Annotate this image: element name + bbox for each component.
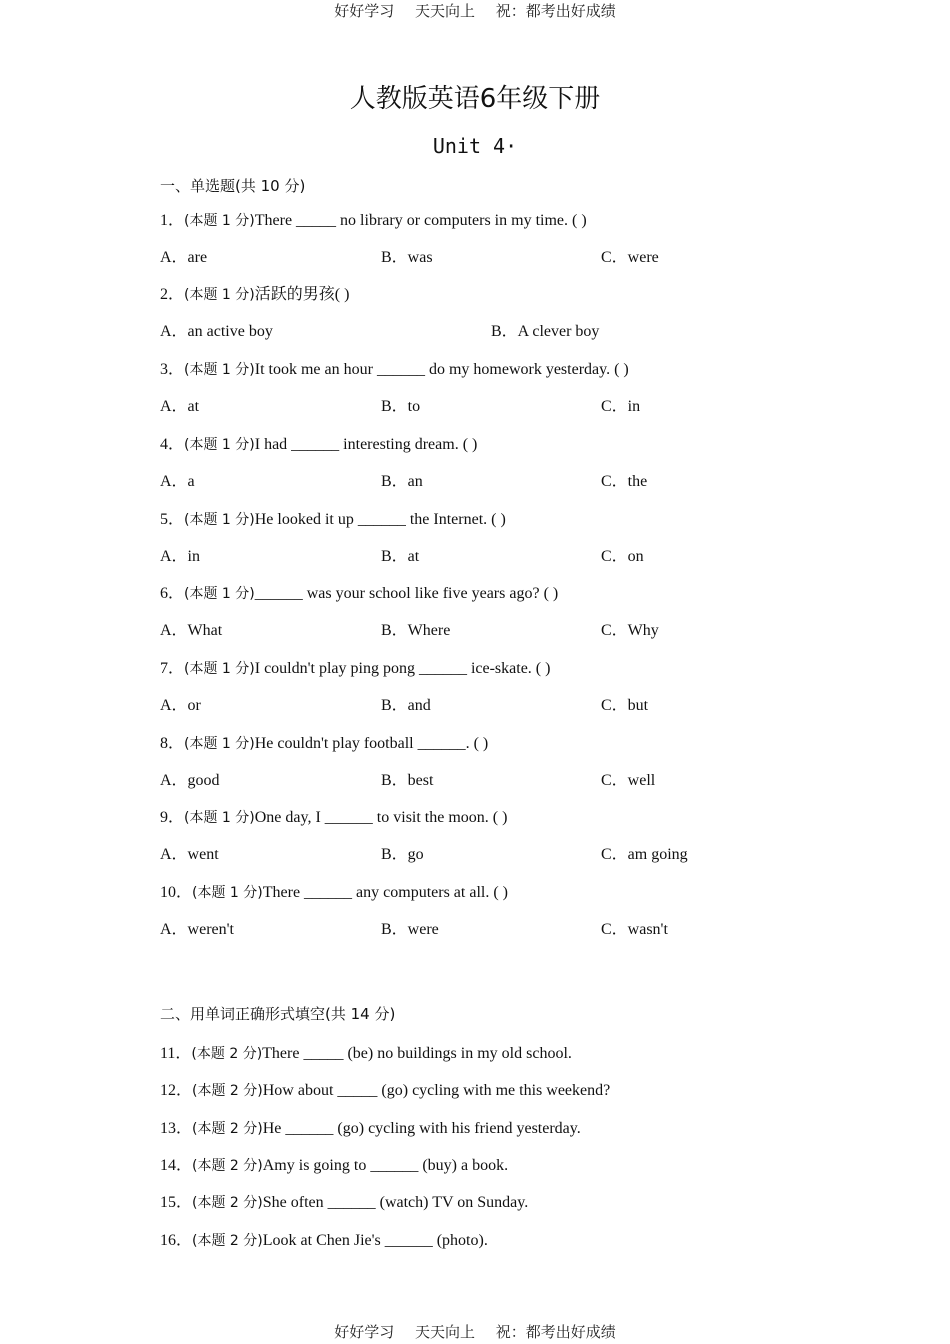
question-4 xyxy=(160,431,477,454)
page-title: 人教版英语6年级下册 xyxy=(349,84,601,114)
question-14 xyxy=(160,1152,508,1175)
header-motto-2: 天天向上 xyxy=(414,2,475,20)
question-6 xyxy=(160,580,558,603)
question-13 xyxy=(160,1115,581,1138)
question-5 xyxy=(160,506,506,529)
section-1-heading: 一、单选题(共 10 分) xyxy=(160,177,306,195)
question-3 xyxy=(160,356,629,379)
question-points: (本题 1 分) xyxy=(184,661,255,677)
question-16 xyxy=(160,1227,488,1250)
header-motto-1: 好好学习 xyxy=(334,2,395,20)
question-text: Amy is going to ______ (buy) a book. xyxy=(262,1157,509,1174)
header-motto-3: 祝：都考出好成绩 xyxy=(495,2,616,20)
option-c: C．but xyxy=(601,697,649,714)
option-a: A．at xyxy=(160,398,200,415)
option-a: A．an active boy xyxy=(160,323,273,340)
question-points: (本题 1 分) xyxy=(184,362,255,378)
question-number: 7． xyxy=(160,660,185,677)
question-number: 11． xyxy=(160,1045,192,1062)
page-header xyxy=(0,0,950,21)
question-text: She often ______ (watch) TV on Sunday. xyxy=(262,1194,529,1211)
question-points: (本题 2 分) xyxy=(192,1195,263,1211)
question-number: 16． xyxy=(160,1232,193,1249)
footer-motto-1: 好好学习 xyxy=(334,1323,395,1341)
question-points: (本题 2 分) xyxy=(192,1121,263,1137)
option-c: C．the xyxy=(601,473,648,490)
option-b: B．A clever boy xyxy=(491,323,600,340)
question-number: 5． xyxy=(160,511,185,528)
question-number: 10． xyxy=(160,884,193,901)
option-b: B．Where xyxy=(381,622,451,639)
option-a: A．weren't xyxy=(160,921,234,938)
question-number: 3． xyxy=(160,361,185,378)
option-c: C．well xyxy=(601,772,656,789)
option-b: B．at xyxy=(381,548,420,565)
question-number: 6． xyxy=(160,585,185,602)
question-text: There ______ any computers at all. ( ) xyxy=(262,884,508,901)
option-c: C．wasn't xyxy=(601,921,668,938)
question-points: (本题 1 分) xyxy=(184,586,255,602)
question-text: There _____ (be) no buildings in my old school. xyxy=(262,1045,572,1062)
option-b: B．and xyxy=(381,697,431,714)
question-text: He looked it up ______ the Internet. ( ) xyxy=(254,511,506,528)
question-number: 15． xyxy=(160,1194,193,1211)
question-number: 4． xyxy=(160,436,185,453)
option-b: B．were xyxy=(381,921,439,938)
question-7 xyxy=(160,655,550,678)
page-footer xyxy=(0,1321,950,1342)
question-points: (本题 1 分) xyxy=(184,213,255,229)
question-points: (本题 1 分) xyxy=(184,810,255,826)
section-2-heading: 二、用单词正确形式填空(共 14 分) xyxy=(160,1005,396,1023)
option-c: C．Why xyxy=(601,622,659,639)
question-points: (本题 1 分) xyxy=(184,287,255,303)
question-text: I had ______ interesting dream. ( ) xyxy=(254,436,478,453)
question-points: (本题 1 分) xyxy=(192,885,263,901)
question-number: 12． xyxy=(160,1082,193,1099)
option-a: A．good xyxy=(160,772,220,789)
option-a: A．a xyxy=(160,473,195,490)
question-2 xyxy=(160,281,349,304)
question-points: (本题 1 分) xyxy=(184,437,255,453)
question-1 xyxy=(160,207,587,230)
question-15 xyxy=(160,1189,528,1212)
question-text: Look at Chen Jie's ______ (photo). xyxy=(262,1232,488,1249)
option-b: B．an xyxy=(381,473,423,490)
question-text: How about _____ (go) cycling with me this weekend? xyxy=(262,1082,611,1099)
question-10 xyxy=(160,879,508,902)
question-12 xyxy=(160,1077,610,1100)
option-c: C．on xyxy=(601,548,644,565)
option-b: B．to xyxy=(381,398,421,415)
question-9 xyxy=(160,804,507,827)
question-points: (本题 2 分) xyxy=(192,1233,263,1249)
question-points: (本题 2 分) xyxy=(191,1046,263,1062)
question-number: 9． xyxy=(160,809,185,826)
question-8 xyxy=(160,730,488,753)
option-c: C．were xyxy=(601,249,659,266)
option-a: A．or xyxy=(160,697,201,714)
question-text: It took me an hour ______ do my homework yesterday. ( ) xyxy=(254,361,629,378)
question-number: 2． xyxy=(160,286,185,303)
option-a: A．What xyxy=(160,622,223,639)
question-text: He couldn't play football ______. ( ) xyxy=(254,735,489,752)
question-points: (本题 2 分) xyxy=(192,1083,263,1099)
option-b: B．best xyxy=(381,772,434,789)
question-text: One day, I ______ to visit the moon. ( ) xyxy=(254,809,508,826)
page-subtitle: Unit 4· xyxy=(432,134,518,158)
question-number: 14． xyxy=(160,1157,193,1174)
footer-motto-3: 祝：都考出好成绩 xyxy=(495,1323,616,1341)
question-points: (本题 2 分) xyxy=(192,1158,263,1174)
footer-motto-2: 天天向上 xyxy=(414,1323,475,1341)
question-11 xyxy=(160,1040,572,1063)
option-c: C．in xyxy=(601,398,641,415)
option-a: A．in xyxy=(160,548,201,565)
question-text: He ______ (go) cycling with his friend yesterday. xyxy=(262,1120,581,1137)
question-number: 8． xyxy=(160,735,185,752)
question-points: (本题 1 分) xyxy=(184,736,255,752)
option-b: B．go xyxy=(381,846,424,863)
question-text: ______ was your school like five years ago? ( ) xyxy=(254,585,559,602)
question-number: 1． xyxy=(160,212,185,229)
question-points: (本题 1 分) xyxy=(184,512,255,528)
option-b: B．was xyxy=(381,249,433,266)
question-text: There _____ no library or computers in my time. ( ) xyxy=(254,212,587,229)
option-a: A．went xyxy=(160,846,219,863)
question-text: I couldn't play ping pong ______ ice-skate. ( ) xyxy=(254,660,551,677)
question-text: 活跃的男孩( ) xyxy=(254,286,350,303)
question-number: 13． xyxy=(160,1120,193,1137)
option-a: A．are xyxy=(160,249,208,266)
option-c: C．am going xyxy=(601,846,688,863)
